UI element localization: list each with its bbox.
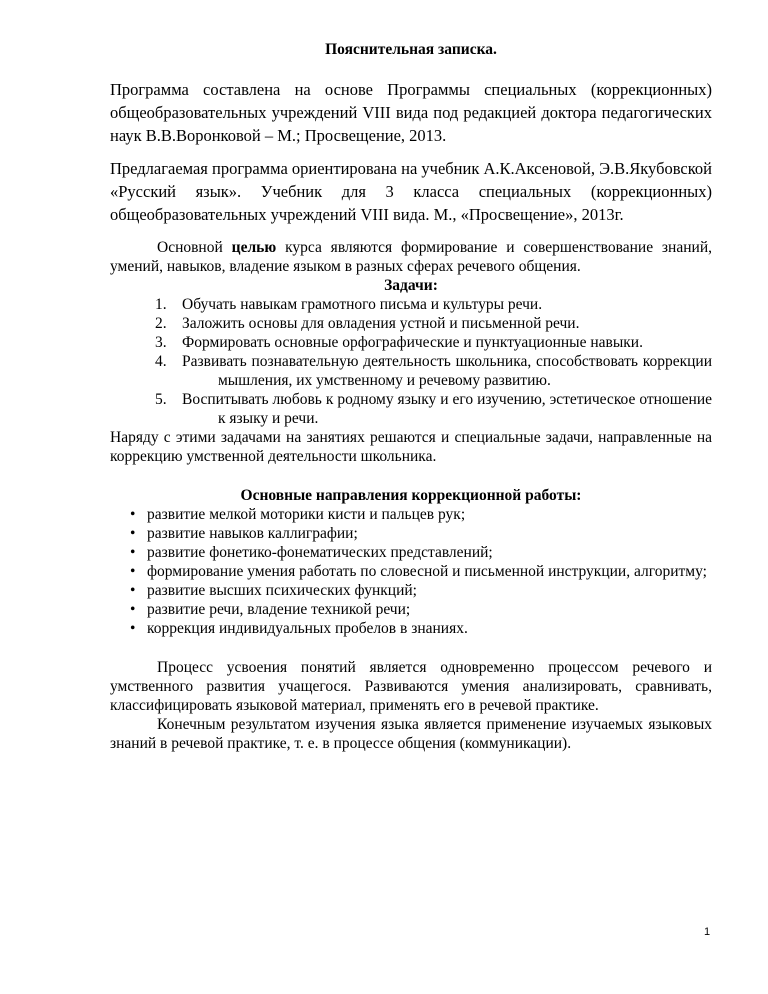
task-item [110,390,712,428]
direction-item [110,581,712,600]
direction-item [110,543,712,562]
intro-paragraph-1: Программа составлена на основе Программы специальных (коррекционных) общеобразовательных учреждений VIII вида под редакцией доктора педагогических наук В.В.Воронковой – М.; Просвещение, 2013. [110,80,712,145]
direction-text: коррекция индивидуальных пробелов в знаниях. [147,620,468,637]
direction-text: формирование умения работать по словесной и письменной инструкции, алгоритму; [147,563,707,580]
direction-text: развитие мелкой моторики кисти и пальцев рук; [147,506,466,523]
direction-item [110,524,712,543]
bullet-icon: • [130,601,136,618]
goal-text-before: Основной [157,239,232,256]
direction-item [110,619,712,638]
document-title: Пояснительная записка. [325,41,497,58]
task-text: Обучать навыкам грамотного письма и культуры речи. [182,296,543,313]
task-number: 4. [155,353,167,370]
bullet-icon: • [130,582,136,599]
task-number: 1. [155,296,167,313]
bullet-icon: • [130,544,136,561]
task-item [110,314,712,333]
task-text: Заложить основы для овладения устной и письменной речи. [182,315,580,332]
direction-text: развитие высших психических функций; [147,582,417,599]
document-page [110,40,712,753]
directions-heading: Основные направления коррекционной работы: [240,487,582,504]
tasks-after-paragraph: Наряду с этими задачами на занятиях решаются и специальные задачи, направленные на коррекцию умственной деятельности школьника. [110,429,712,465]
bullet-icon: • [130,620,136,637]
task-item [110,295,712,314]
task-number: 5. [155,391,167,408]
goal-paragraph [110,238,712,276]
task-text: Развивать познавательную деятельность школьника, способствовать коррекции мышления, их умственному и речевому развитию. [182,353,712,389]
task-number: 3. [155,334,167,351]
directions-list [110,505,712,638]
task-text: Формировать основные орфографические и пунктуационные навыки. [182,334,643,351]
direction-item [110,600,712,619]
bullet-icon: • [130,506,136,523]
tasks-list [110,295,712,428]
bullet-icon: • [130,563,136,580]
direction-text: развитие навыков каллиграфии; [147,525,358,542]
task-text: Воспитывать любовь к родному языку и его изучению, эстетическое отношение к языку и речи. [182,391,712,427]
goal-keyword: целью [231,239,277,256]
direction-item [110,505,712,524]
goal-text-after: курса являются формирование и совершенствование знаний, умений, навыков, владение языком в разных сферах речевого общения. [110,239,712,275]
tasks-heading: Задачи: [384,277,438,294]
task-number: 2. [155,315,167,332]
direction-item [110,562,712,581]
intro-paragraph-2: Предлагаемая программа ориентирована на учебник А.К.Аксеновой, Э.В.Якубовской «Русский язык». Учебник для 3 класса специальных (коррекционных) общеобразовательных учреждений VIII вида. М., «Просвещение», 2013г. [110,159,712,224]
page-number: 1 [704,926,711,938]
task-item [110,352,712,390]
bullet-icon: • [130,525,136,542]
direction-text: развитие речи, владение техникой речи; [147,601,411,618]
closing-paragraph-1: Процесс усвоения понятий является одновременно процессом речевого и умственного развития учащегося. Развиваются умения анализировать, сравнивать, классифицировать языковой материал, применять его в речевой практике. [110,659,712,714]
task-item [110,333,712,352]
closing-paragraph-2: Конечным результатом изучения языка является применение изучаемых языковых знаний в речевой практике, т. е. в процессе общения (коммуникации). [110,716,712,752]
direction-text: развитие фонетико-фонематических представлений; [147,544,493,561]
